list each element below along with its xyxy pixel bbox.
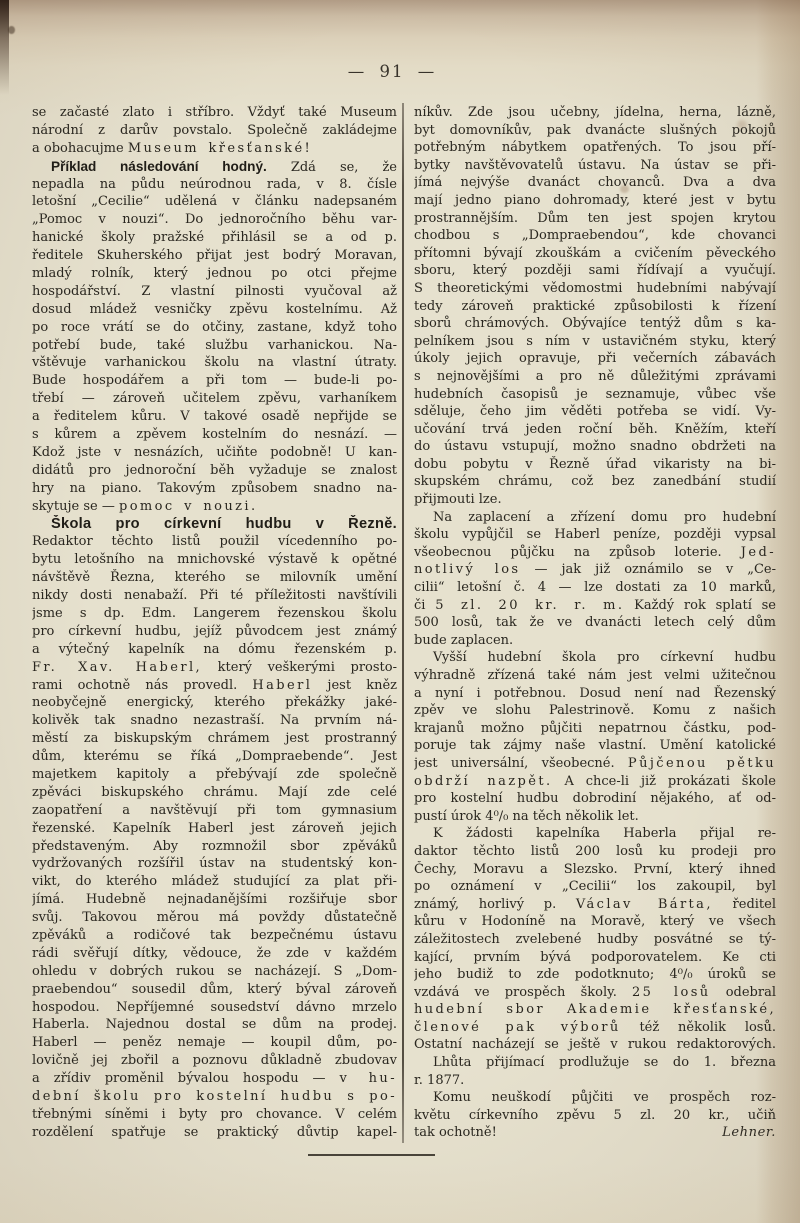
text-line	[414, 280, 776, 298]
text-run: rami ochotně nás provedl.	[32, 677, 253, 693]
text-run: zpěváků a rodičové tak bezpečnému ústavu	[32, 927, 397, 943]
text-line	[32, 999, 397, 1017]
text-run: Půjčenou pětku	[627, 755, 776, 771]
text-line	[414, 544, 776, 562]
text-run: skupském chrámu, což bez zanedbání studií	[414, 474, 776, 490]
text-run: neobyčejně energický, kterého překážky jaké-	[32, 695, 397, 711]
text-run: tak ochotně!	[414, 1125, 497, 1141]
text-run: a zřídiv proměnil bývalou hospodu —	[32, 1071, 340, 1087]
section-heading-line	[32, 515, 397, 533]
text-line	[414, 104, 776, 122]
paper-speck	[8, 26, 15, 34]
text-line	[414, 122, 776, 140]
text-line	[414, 386, 776, 404]
text-run: květu církevního zpěvu 5 zl. 20 kr., učiň	[414, 1107, 776, 1123]
text-line	[32, 158, 397, 176]
text-line	[414, 157, 776, 175]
text-line	[414, 966, 776, 984]
text-run: vštěvuje varhanickou školu na vlastní útraty.	[32, 355, 397, 371]
text-run: hry na piano. Takovým způsobem snadno na-	[32, 480, 397, 496]
article-end-rule	[308, 1154, 435, 1156]
text-run: potřebným nábytkem opatřených. To jsou pří-	[414, 140, 776, 156]
text-line	[32, 730, 397, 748]
text-run: učování trvá jeden roční běh. Kněžím, kteří	[414, 421, 776, 437]
text-line	[414, 368, 776, 386]
text-run: hudební sbor Akademie křesťanské,	[414, 1002, 776, 1018]
text-line	[414, 350, 776, 368]
text-line	[414, 861, 776, 879]
text-line	[32, 909, 397, 927]
text-run: jsme s dp. Edm. Langerem řezenskou školu	[32, 605, 397, 621]
text-run: Bude hospodářem a při tom — bude-li po-	[32, 373, 397, 389]
text-line	[32, 820, 397, 838]
text-run: hudebních časopisů je seznamuje, vůbec vše	[414, 386, 776, 402]
text-run: odebral	[710, 984, 776, 1000]
text-run: Haberla. Najednou dostal se dům na prodej.	[32, 1017, 397, 1033]
text-run: pomoc v nouzi.	[118, 498, 258, 514]
text-line	[32, 480, 397, 498]
text-line	[32, 122, 397, 140]
text-line	[414, 262, 776, 280]
text-run: S theoretickými vědomostmi hudebními nabývají	[414, 280, 776, 296]
text-line	[414, 931, 776, 949]
text-line	[32, 963, 397, 981]
text-line	[32, 623, 397, 641]
text-run: notlivý los	[414, 562, 521, 578]
text-line	[414, 298, 776, 316]
text-line	[414, 1089, 776, 1107]
text-run: mladý rolník, který jednou po otci přejme	[32, 266, 397, 282]
text-run: zpěváci biskupského chrámu. Mají zde celé	[32, 784, 397, 800]
text-line	[32, 694, 397, 712]
text-run: Kdož jste v nesnázích, učiňte podobně! U kan-	[32, 444, 397, 460]
text-line	[414, 1124, 776, 1142]
text-run: „Pomoc v nouzi“. Do jednoročního běhu var-	[32, 212, 397, 228]
text-run: poruje tak zájmy naše vlastní. Umění katolické	[414, 738, 776, 754]
text-line	[32, 1124, 397, 1142]
text-run: Na zaplacení a zřízení domu pro hudební	[433, 509, 776, 525]
text-line	[32, 301, 397, 319]
text-run: jeho budiž to zde podotknuto; 4⁰/₀ úroků se	[414, 967, 776, 983]
text-line	[32, 211, 397, 229]
text-run: do ústavu vstupují, možno snadno obdržeti na	[414, 439, 776, 455]
text-run: a výtečný kapelník na dómu řezenském p.	[32, 641, 397, 657]
text-line	[32, 838, 397, 856]
text-run: Fr. Xav. Haberl,	[32, 659, 203, 675]
text-run: dobu pobytu v Řezně úřad vikaristy na bi-	[414, 456, 776, 472]
left-text-column	[32, 104, 397, 1142]
text-line	[414, 245, 776, 263]
text-run: skytuje se —	[32, 498, 119, 514]
text-line	[32, 945, 397, 963]
text-run: sboru, který později sami řídívají a vyučují.	[414, 263, 776, 279]
text-run: národní z darův povstalo. Společně zakládejme	[32, 122, 397, 138]
page-number: — 91 —	[347, 62, 437, 81]
text-line	[32, 533, 397, 551]
text-line	[32, 104, 397, 122]
text-line	[414, 227, 776, 245]
text-run: Ostatní nacházejí se ještě v rukou redaktorových.	[414, 1037, 776, 1053]
text-run: vydržovaných rozšířil ústav na studentský kon-	[32, 856, 397, 872]
text-line	[32, 748, 397, 766]
text-run: kající, prvním bývá podporovatelem. Ke cti	[414, 949, 776, 965]
text-run: členové pak výborů	[414, 1019, 621, 1035]
text-line	[414, 614, 776, 632]
text-run: sborů chrámových. Obývajíce tentýž dům s ka-	[414, 316, 776, 332]
text-run: majetkem kapitoly a přebývají zde společně	[32, 766, 397, 782]
text-line	[32, 337, 397, 355]
text-run: a obohacujme	[32, 140, 128, 156]
text-line	[414, 896, 776, 914]
text-line	[32, 873, 397, 891]
right-text-column	[414, 104, 776, 1142]
text-line	[32, 659, 397, 677]
text-line	[32, 229, 397, 247]
text-line	[32, 1034, 397, 1052]
text-run: K žádosti kapelníka Haberla přijal re-	[433, 826, 776, 842]
text-run: Komu neuškodí půjčiti ve prospěch roz-	[433, 1090, 776, 1106]
text-run: lovičně jej zbořil a poznovu důkladně zbudovav	[32, 1053, 397, 1069]
text-run: či	[414, 597, 436, 613]
text-run: Lhůta přijímací prodlužuje se do 1. března	[433, 1055, 776, 1071]
text-run: letošní „Cecilie“ udělená v článku nadepsaném	[32, 194, 397, 210]
text-run: s nejnovějšími a pro ně důležitými zprávami	[414, 368, 776, 384]
text-run: Václav Bárta,	[575, 896, 713, 912]
text-run: vikt, do kterého mládež studující za plat při-	[32, 874, 397, 890]
text-line	[414, 473, 776, 491]
text-line	[32, 444, 397, 462]
text-line	[32, 891, 397, 909]
text-run: všeobecnou půjčku na způsob loterie.	[414, 544, 741, 560]
text-run: kolivěk tak snadno nezastraší. Na prvním ná-	[32, 713, 397, 729]
text-line	[414, 403, 776, 421]
text-line	[32, 855, 397, 873]
text-line	[414, 210, 776, 228]
text-line	[32, 1016, 397, 1034]
text-run: řezenské. Kapelník Haberl jest zároveň jejich	[32, 820, 397, 836]
text-line	[32, 283, 397, 301]
text-line	[414, 526, 776, 544]
text-line	[32, 802, 397, 820]
text-run: jímá nejvýše dvanáct chovanců. Dva a dva	[414, 175, 776, 191]
text-line	[32, 319, 397, 337]
text-line	[32, 426, 397, 444]
text-run: který veškerými prosto-	[202, 659, 397, 675]
text-line	[414, 315, 776, 333]
text-run: A chce-li již prokázati škole	[552, 773, 776, 789]
text-run: didátů pro jednoroční běh vyžaduje se znalost	[32, 462, 397, 478]
text-line	[32, 1052, 397, 1070]
text-run: pro kostelní hudbu dobrodiní nějakého, ať od-	[414, 791, 776, 807]
text-line	[32, 354, 397, 372]
text-run: Museum křesťanské!	[127, 140, 313, 156]
text-run: hospodářství. Z vlastní pilnosti vyučoval až	[32, 283, 397, 299]
text-run: mají jedno piano dohromady, které jest v bytu	[414, 192, 776, 208]
text-run: Haberl — peněz nemaje — koupil dům, po-	[32, 1035, 397, 1051]
text-run: se začasté zlato i stříbro. Vždyť také Museum	[32, 105, 397, 120]
text-line	[414, 790, 776, 808]
text-run: po oznámení v „Cecilii“ los zakoupil, byl	[414, 879, 776, 895]
text-run: sděluje, čeho jim věděti potřeba se vidí. Vy-	[414, 404, 776, 420]
text-run: 500 losů, tak že ve dvanácti letech celý dům	[414, 615, 776, 631]
text-run: výhradně zřízená také nám jest velmi užitečnou	[414, 668, 776, 683]
text-line	[414, 491, 776, 509]
text-line	[32, 408, 397, 426]
text-run: představeným. Aby rozmnožil sbor zpěváků	[32, 838, 397, 854]
text-line	[32, 372, 397, 390]
text-line	[32, 569, 397, 587]
text-line	[414, 720, 776, 738]
text-run: Každý rok splatí se	[624, 597, 776, 613]
text-run: Škola pro církevní hudbu v Řezně.	[51, 516, 397, 533]
text-line	[32, 641, 397, 659]
text-line	[32, 766, 397, 784]
column-divider-rule	[402, 103, 404, 1143]
text-run: kůru v Hodoníně na Moravě, který ve všech	[414, 914, 776, 930]
text-run: hospodou. Nepříjemné sousedství dávno mrzelo	[32, 999, 397, 1015]
text-run: níkův. Zde jsou učebny, jídelna, herna, lázně,	[414, 105, 776, 120]
text-run: nepadla na půdu neúrodnou rada, v 8. čísle	[32, 176, 397, 192]
text-run: 25 losů	[632, 984, 711, 1000]
text-run: záležitostech zvelebené hudby posvátné se tý-	[414, 931, 776, 947]
text-line	[414, 843, 776, 861]
text-run: pelníkem jsou s ním v ustavičném styku, který	[414, 333, 776, 349]
text-run: bytky navštěvovatelů ústavu. Na ústav se při-	[414, 157, 776, 173]
text-run: a nyní i potřebnou. Dosud není nad Řezenský	[414, 685, 776, 701]
text-line	[414, 702, 776, 720]
text-run: potřebí bude, také službu varhanickou. Na-	[32, 337, 397, 353]
text-line	[414, 1001, 776, 1019]
text-line	[414, 737, 776, 755]
text-run: zaopatření a navštěvují při tom gymnasium	[32, 802, 397, 818]
text-run: bude zaplacen.	[414, 632, 514, 648]
text-run: praebendou“ sousedil dům, který býval zároveň	[32, 981, 397, 997]
text-run: chodbou s „Dompraebendou“, kde chovanci	[414, 228, 776, 244]
text-run: pro církevní hudbu, jejíž původcem jest známý	[32, 623, 397, 639]
text-run: svůj. Takovou měrou má povždy důstatečně	[32, 910, 397, 926]
text-line	[414, 192, 776, 210]
text-run: vzdává ve prospěch školy.	[414, 984, 633, 1000]
text-line	[414, 773, 776, 791]
text-line	[414, 632, 776, 650]
text-line	[32, 265, 397, 283]
text-run: školu vypůjčil se Haberl peníze, později vypsal	[414, 527, 776, 543]
text-run: — jak již oznámilo se v „Ce-	[520, 562, 776, 578]
text-run: ředitel	[712, 896, 776, 912]
text-run: jímá. Hudebně nejnadanějšími rozšiřuje sbor	[32, 892, 397, 908]
text-run: nikdy dosti nenabaží. Při té příležitosti navštívili	[32, 588, 397, 604]
text-line	[32, 462, 397, 480]
text-line	[414, 174, 776, 192]
text-run: jest universální, všeobecné.	[414, 755, 628, 771]
text-run: dosud mládež vesničky zpěvu kostelnímu. Až	[32, 301, 397, 317]
text-line	[414, 667, 776, 685]
text-run: krajanů možno půjčiti nepatrnou částku, pod-	[414, 720, 776, 736]
text-line	[32, 784, 397, 802]
text-run: bytu letošního na mnichovské výstavě k opětné	[32, 552, 397, 568]
text-run: 5 zl. 20 kr. r. m.	[435, 597, 625, 613]
text-run: zpěv ve slohu Palestrinově. Komu z našich	[414, 703, 776, 719]
text-run: cilii“ letošní č. 4 — lze dostati za 10 marků,	[414, 580, 776, 596]
text-run: obdrží nazpět.	[414, 773, 553, 789]
text-run: jest kněz	[312, 677, 397, 693]
text-line	[32, 193, 397, 211]
text-line	[414, 685, 776, 703]
text-line	[32, 176, 397, 194]
text-line	[414, 456, 776, 474]
text-run: ohledu v dobrých rukou se nacházejí. S „Dom-	[32, 963, 397, 979]
text-line	[32, 390, 397, 408]
text-line	[414, 1019, 776, 1037]
text-line	[414, 561, 776, 579]
text-run: byt domovníkův, pak dvanácte slušných pokojů	[414, 122, 776, 138]
text-run: Haberl	[252, 677, 313, 693]
text-run: Zdá se, že	[266, 159, 397, 175]
text-line	[414, 1107, 776, 1125]
text-run: rozdělení spatřuje se praktický důvtip kapel-	[32, 1124, 397, 1140]
text-line	[32, 1106, 397, 1124]
text-line	[414, 1036, 776, 1054]
text-run: po roce vrátí se do otčiny, zastane, když toho	[32, 319, 397, 335]
text-run: prostrannějším. Dům ten jest spojen krytou	[414, 210, 776, 226]
text-line	[414, 825, 776, 843]
text-line	[414, 1054, 776, 1072]
text-run: Příklad následování hodný.	[51, 158, 267, 174]
text-line	[32, 498, 397, 516]
text-line	[32, 981, 397, 999]
text-run: přijmouti lze.	[414, 492, 502, 508]
text-line	[32, 587, 397, 605]
author-signature: Lehner.	[722, 1125, 776, 1141]
text-line	[414, 1072, 776, 1090]
text-line	[32, 927, 397, 945]
text-line	[414, 438, 776, 456]
text-run: návštěvě Řezna, kterého se milovník umění	[32, 570, 397, 586]
text-run: úkoly jejich opravuje, při večerních zábavách	[414, 351, 776, 367]
text-line	[32, 677, 397, 695]
text-line	[414, 984, 776, 1002]
text-line	[414, 579, 776, 597]
text-run: třebí — zároveň učitelem zpěvu, varhaníkem	[32, 391, 397, 407]
text-line	[414, 755, 776, 773]
text-line	[32, 712, 397, 730]
text-run: městí za biskupským chrámem jest prostranný	[32, 731, 397, 747]
text-line	[32, 605, 397, 623]
text-line	[414, 878, 776, 896]
text-line	[32, 1088, 397, 1106]
text-run: ředitele Skuherského přijat jest bodrý Moravan,	[32, 248, 397, 264]
text-run: a ředitelem kůru. V takové osadě nepřijde se	[32, 409, 397, 425]
text-line	[414, 509, 776, 527]
text-line	[414, 333, 776, 351]
text-run: tedy zároveň praktické způsobilosti k řízení	[414, 298, 776, 314]
text-line	[32, 140, 397, 158]
text-run: dům, kterému se říká „Dompraebende“. Jest	[32, 749, 397, 765]
text-run: známý, horlivý p.	[414, 896, 576, 912]
text-run: Vyšší hudební škola pro církevní hudbu	[433, 650, 776, 666]
text-run: Čechy, Moravu a Slezsko. První, který ihned	[414, 861, 776, 877]
text-run: přítomni bývají zkouškám a cvičením pěveckého	[414, 245, 776, 261]
text-line	[32, 247, 397, 265]
text-line	[32, 551, 397, 569]
text-run: hanické školy pražské přihlásil se a od p.	[32, 230, 397, 246]
text-run: třebnými síněmi i byty pro chovance. V celém	[32, 1106, 397, 1122]
text-run: pustí úrok 4⁰/₀ na těch několik let.	[414, 808, 639, 824]
text-run: v hu-	[339, 1071, 397, 1087]
text-run: dební školu pro kostelní hudbu s po-	[32, 1088, 397, 1104]
text-run: r. 1877.	[414, 1072, 465, 1088]
text-run: Jed-	[740, 544, 776, 560]
text-line	[414, 808, 776, 826]
text-run: s kůrem a zpěvem kostelním do nesnází. —	[32, 427, 397, 443]
text-line	[414, 139, 776, 157]
text-line	[414, 597, 776, 615]
text-line	[32, 1070, 397, 1088]
text-run: daktor těchto listů 200 losů ku prodeji pro	[414, 843, 776, 859]
text-line	[414, 913, 776, 931]
text-run: Redaktor těchto listů použil vícedenního po-	[32, 534, 397, 550]
text-line	[414, 949, 776, 967]
text-run: rádi svěřují dítky, vědouce, že zde v každém	[32, 945, 397, 961]
text-line	[414, 649, 776, 667]
text-run: též několik losů.	[620, 1019, 776, 1035]
text-line	[414, 421, 776, 439]
